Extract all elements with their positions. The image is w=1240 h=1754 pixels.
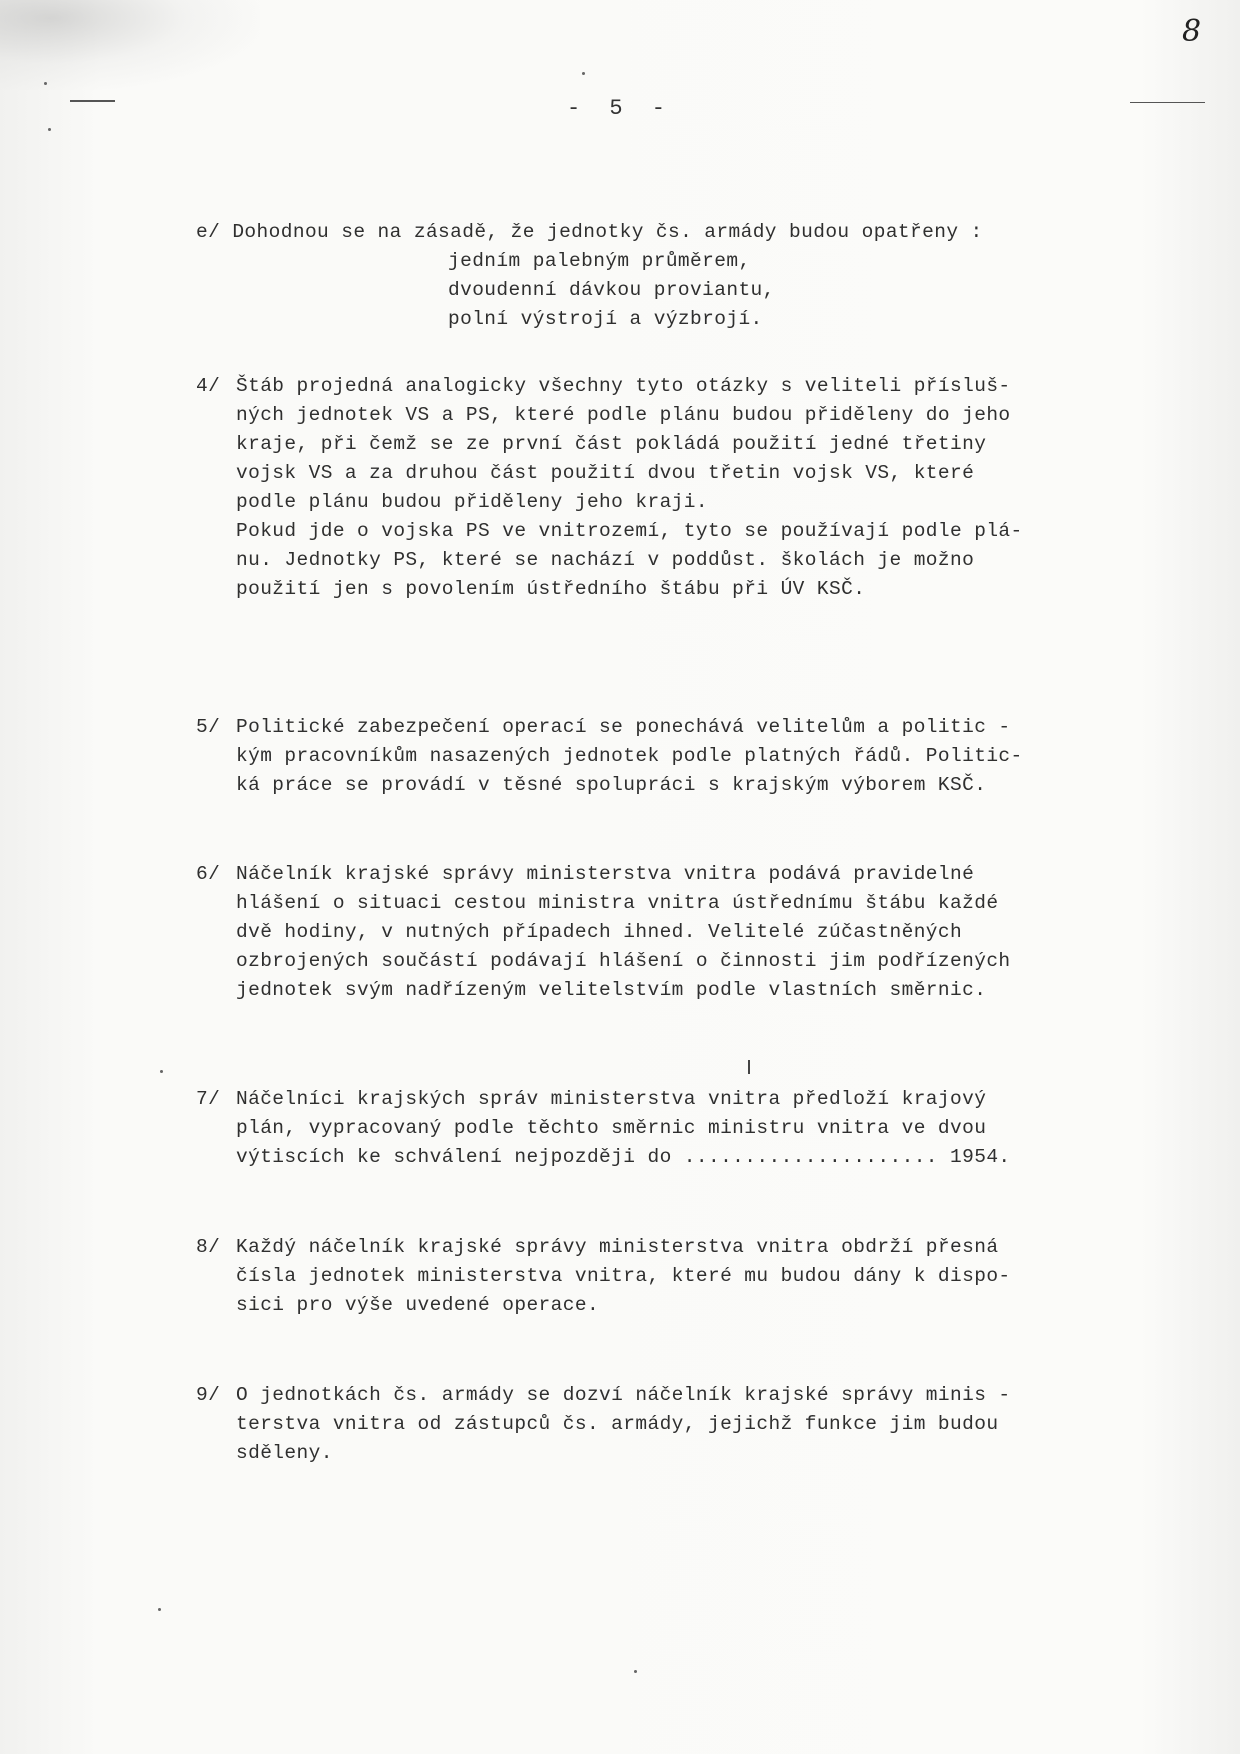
paragraph-line: plán, vypracovaný podle těchto směrnic ministru vnitra ve dvou bbox=[236, 1117, 987, 1139]
paragraph-line: ozbrojených součástí podávají hlášení o činnosti jim podřízených bbox=[236, 950, 1011, 972]
scan-speck bbox=[44, 82, 47, 85]
paragraph-line: sici pro výše uvedené operace. bbox=[236, 1294, 600, 1316]
paragraph-line: Každý náčelník krajské správy ministerstva vnitra obdrží přesná bbox=[236, 1236, 999, 1258]
paragraph-line: ných jednotek VS a PS, které podle plánu budou přiděleny do jeho bbox=[236, 404, 1011, 426]
paragraph-label: 6/ bbox=[196, 863, 221, 885]
paragraph-line: ká práce se provádí v těsné spolupráci s krajským výborem KSČ. bbox=[236, 774, 987, 796]
paragraph-line bbox=[196, 218, 983, 247]
paragraph-line: čísla jednotek ministerstva vnitra, které mu budou dány k dispo- bbox=[236, 1265, 1011, 1287]
paragraph-line: kraje, při čemž se ze první část pokládá použití jedné třetiny bbox=[236, 433, 987, 455]
paragraph-line: výtiscích ke schválení nejpozději do ..................... 1954. bbox=[236, 1146, 1011, 1168]
paragraph-label: 7/ bbox=[196, 1088, 221, 1110]
paragraph-line: Politické zabezpečení operací se ponechává velitelům a politic - bbox=[236, 716, 1011, 738]
paragraph-line: terstva vnitra od zástupců čs. armády, jejichž funkce jim budou bbox=[236, 1413, 999, 1435]
paragraph-line: polní výstrojí a výzbrojí. bbox=[448, 308, 763, 330]
paragraph-line: Náčelník krajské správy ministerstva vnitra podává pravidelné bbox=[236, 863, 975, 885]
paragraph-4 bbox=[196, 372, 1023, 604]
paragraph-label: 8/ bbox=[196, 1236, 221, 1258]
paragraph-line: jedním palebným průměrem, bbox=[448, 250, 751, 272]
paragraph-line: vojsk VS a za druhou část použití dvou třetin vojsk VS, které bbox=[236, 462, 975, 484]
paragraph-6 bbox=[196, 860, 1011, 1005]
page-number: - 5 - bbox=[566, 96, 673, 121]
scan-mark bbox=[748, 1060, 750, 1074]
scan-speck bbox=[158, 1608, 161, 1611]
scan-shadow bbox=[0, 0, 260, 90]
scan-speck bbox=[634, 1670, 637, 1673]
scan-rule-left bbox=[70, 100, 115, 102]
paragraph-line: O jednotkách čs. armády se dozví náčelník krajské správy minis - bbox=[236, 1384, 1011, 1406]
paragraph-label: e/ bbox=[196, 221, 221, 243]
paragraph-text: Dohodnou se na zásadě, že jednotky čs. armády budou opatřeny : bbox=[232, 221, 983, 243]
paragraph-label: 5/ bbox=[196, 716, 221, 738]
paragraph-5 bbox=[196, 713, 1023, 800]
scan-speck bbox=[582, 72, 585, 75]
paragraph-line: kým pracovníkům nasazených jednotek podle platných řádů. Politic- bbox=[236, 745, 1023, 767]
paragraph-8 bbox=[196, 1233, 1011, 1320]
scan-speck bbox=[160, 1070, 163, 1073]
paragraph-e bbox=[196, 218, 983, 334]
paragraph-line: podle plánu budou přiděleny jeho kraji. bbox=[236, 491, 708, 513]
paragraph-line: Pokud jde o vojska PS ve vnitrozemí, tyto se používají podle plá- bbox=[236, 520, 1023, 542]
paragraph-7 bbox=[196, 1085, 1011, 1172]
paragraph-line: Náčelníci krajských správ ministerstva vnitra předloží krajový bbox=[236, 1088, 987, 1110]
paragraph-label: 9/ bbox=[196, 1384, 221, 1406]
paragraph-9 bbox=[196, 1381, 1011, 1468]
paragraph-line: Štáb projedná analogicky všechny tyto otázky s veliteli přísluš- bbox=[236, 375, 1011, 397]
handwritten-folio-number: 8 bbox=[1182, 14, 1202, 49]
paragraph-line: sděleny. bbox=[236, 1442, 333, 1464]
paragraph-line: jednotek svým nadřízeným velitelstvím podle vlastních směrnic. bbox=[236, 979, 987, 1001]
paragraph-line: hlášení o situaci cestou ministra vnitra ústřednímu štábu každé bbox=[236, 892, 999, 914]
paragraph-line: dvoudenní dávkou proviantu, bbox=[448, 279, 775, 301]
scan-speck bbox=[48, 128, 51, 131]
paragraph-label: 4/ bbox=[196, 375, 221, 397]
paragraph-line: použití jen s povolením ústředního štábu při ÚV KSČ. bbox=[236, 578, 866, 600]
paragraph-line: nu. Jednotky PS, které se nachází v poddůst. školách je možno bbox=[236, 549, 975, 571]
scan-rule-right bbox=[1130, 102, 1205, 103]
paragraph-line: dvě hodiny, v nutných případech ihned. Velitelé zúčastněných bbox=[236, 921, 963, 943]
